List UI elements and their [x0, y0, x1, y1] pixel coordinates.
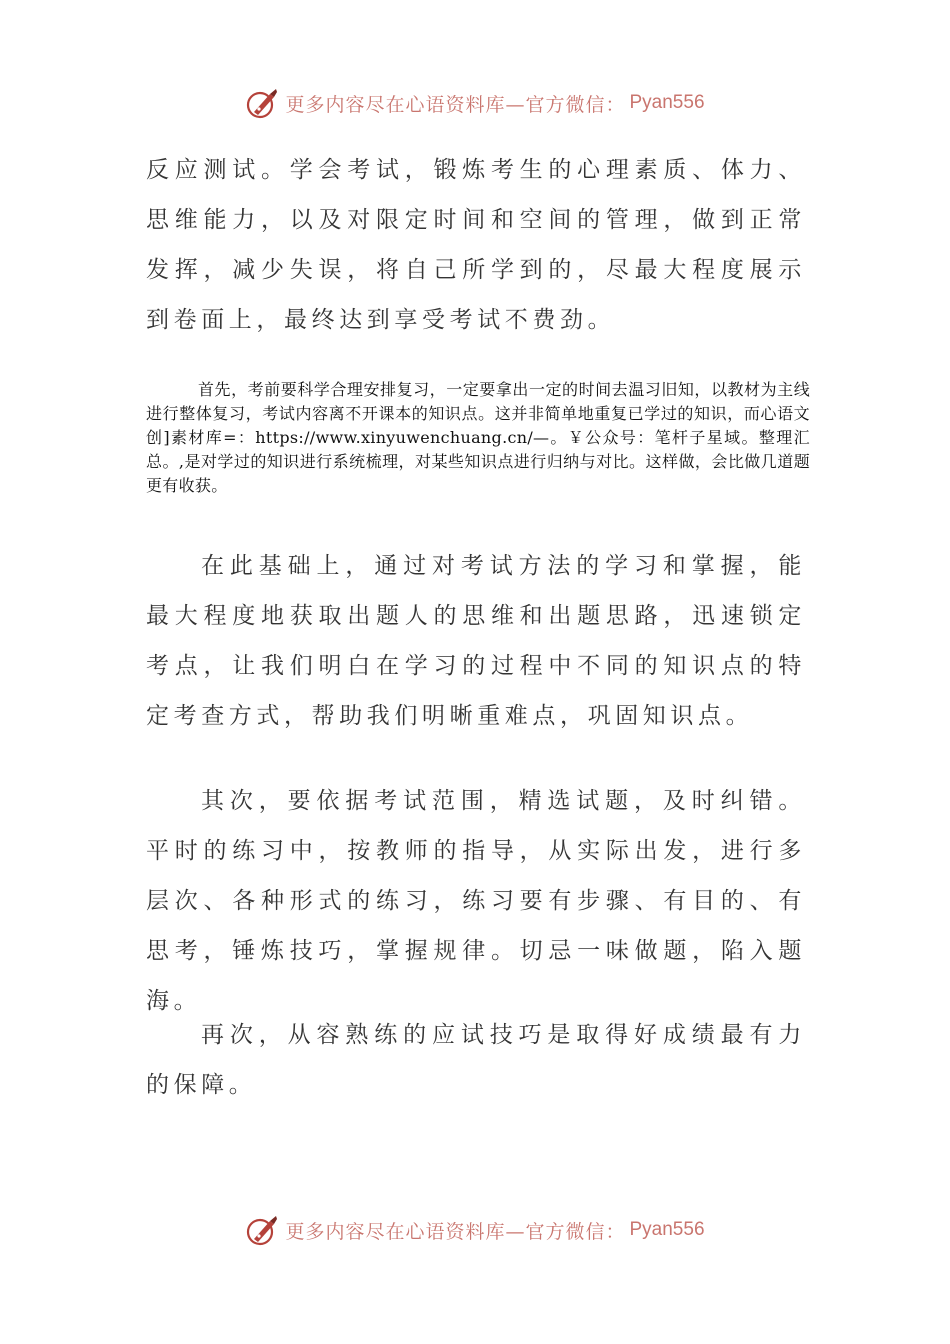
header-banner	[0, 83, 950, 123]
paragraph-4: 其次，要依据考试范围，精选试题，及时纠错。平时的练习中，按教师的指导，从实际出发，进行多层次、各种形式的练习，练习要有步骤、有目的、有思考，锤炼技巧，掌握规律。切忌一味做题，陷入题海。	[146, 788, 806, 1014]
footer-banner-text: 更多内容尽在心语资料库—官方微信：	[285, 1220, 626, 1243]
paragraph-2-note: 首先，考前要科学合理安排复习，一定要拿出一定的时间去温习旧知，以教材为主线进行整体复习，考试内容离不开课本的知识点。这并非简单地重复已学过的知识，而心语文创]素材库=：https://www.xinyuwenchuang.cn/—。￥公众号：笔杆子星域。整理汇总。,是对学过的知识进行系统梳理，对某些知识点进行归纳与对比。这样做，会比做几道题更有收获。	[146, 380, 810, 495]
paragraph-1: 反应测试。学会考试，锻炼考生的心理素质、体力、思维能力，以及对限定时间和空间的管理，做到正常发挥，减少失误，将自己所学到的，尽最大程度展示到卷面上，最终达到享受考试不费劲。	[146, 157, 806, 333]
footer-wechat-id: Pyan556	[629, 1219, 705, 1240]
header-wechat-id: Pyan556	[629, 92, 705, 113]
footer-banner	[0, 1210, 950, 1250]
paragraph-3: 在此基础上，通过对考试方法的学习和掌握，能最大程度地获取出题人的思维和出题思路，迅速锁定考点，让我们明白在学习的过程中不同的知识点的特定考查方式，帮助我们明晰重难点，巩固知识点。	[146, 553, 806, 729]
paragraph-5: 再次，从容熟练的应试技巧是取得好成绩最有力的保障。	[146, 1022, 806, 1098]
pen-nib-logo-icon	[245, 86, 279, 120]
pen-nib-logo-icon	[245, 1213, 279, 1247]
header-banner-text: 更多内容尽在心语资料库—官方微信：	[285, 93, 626, 116]
